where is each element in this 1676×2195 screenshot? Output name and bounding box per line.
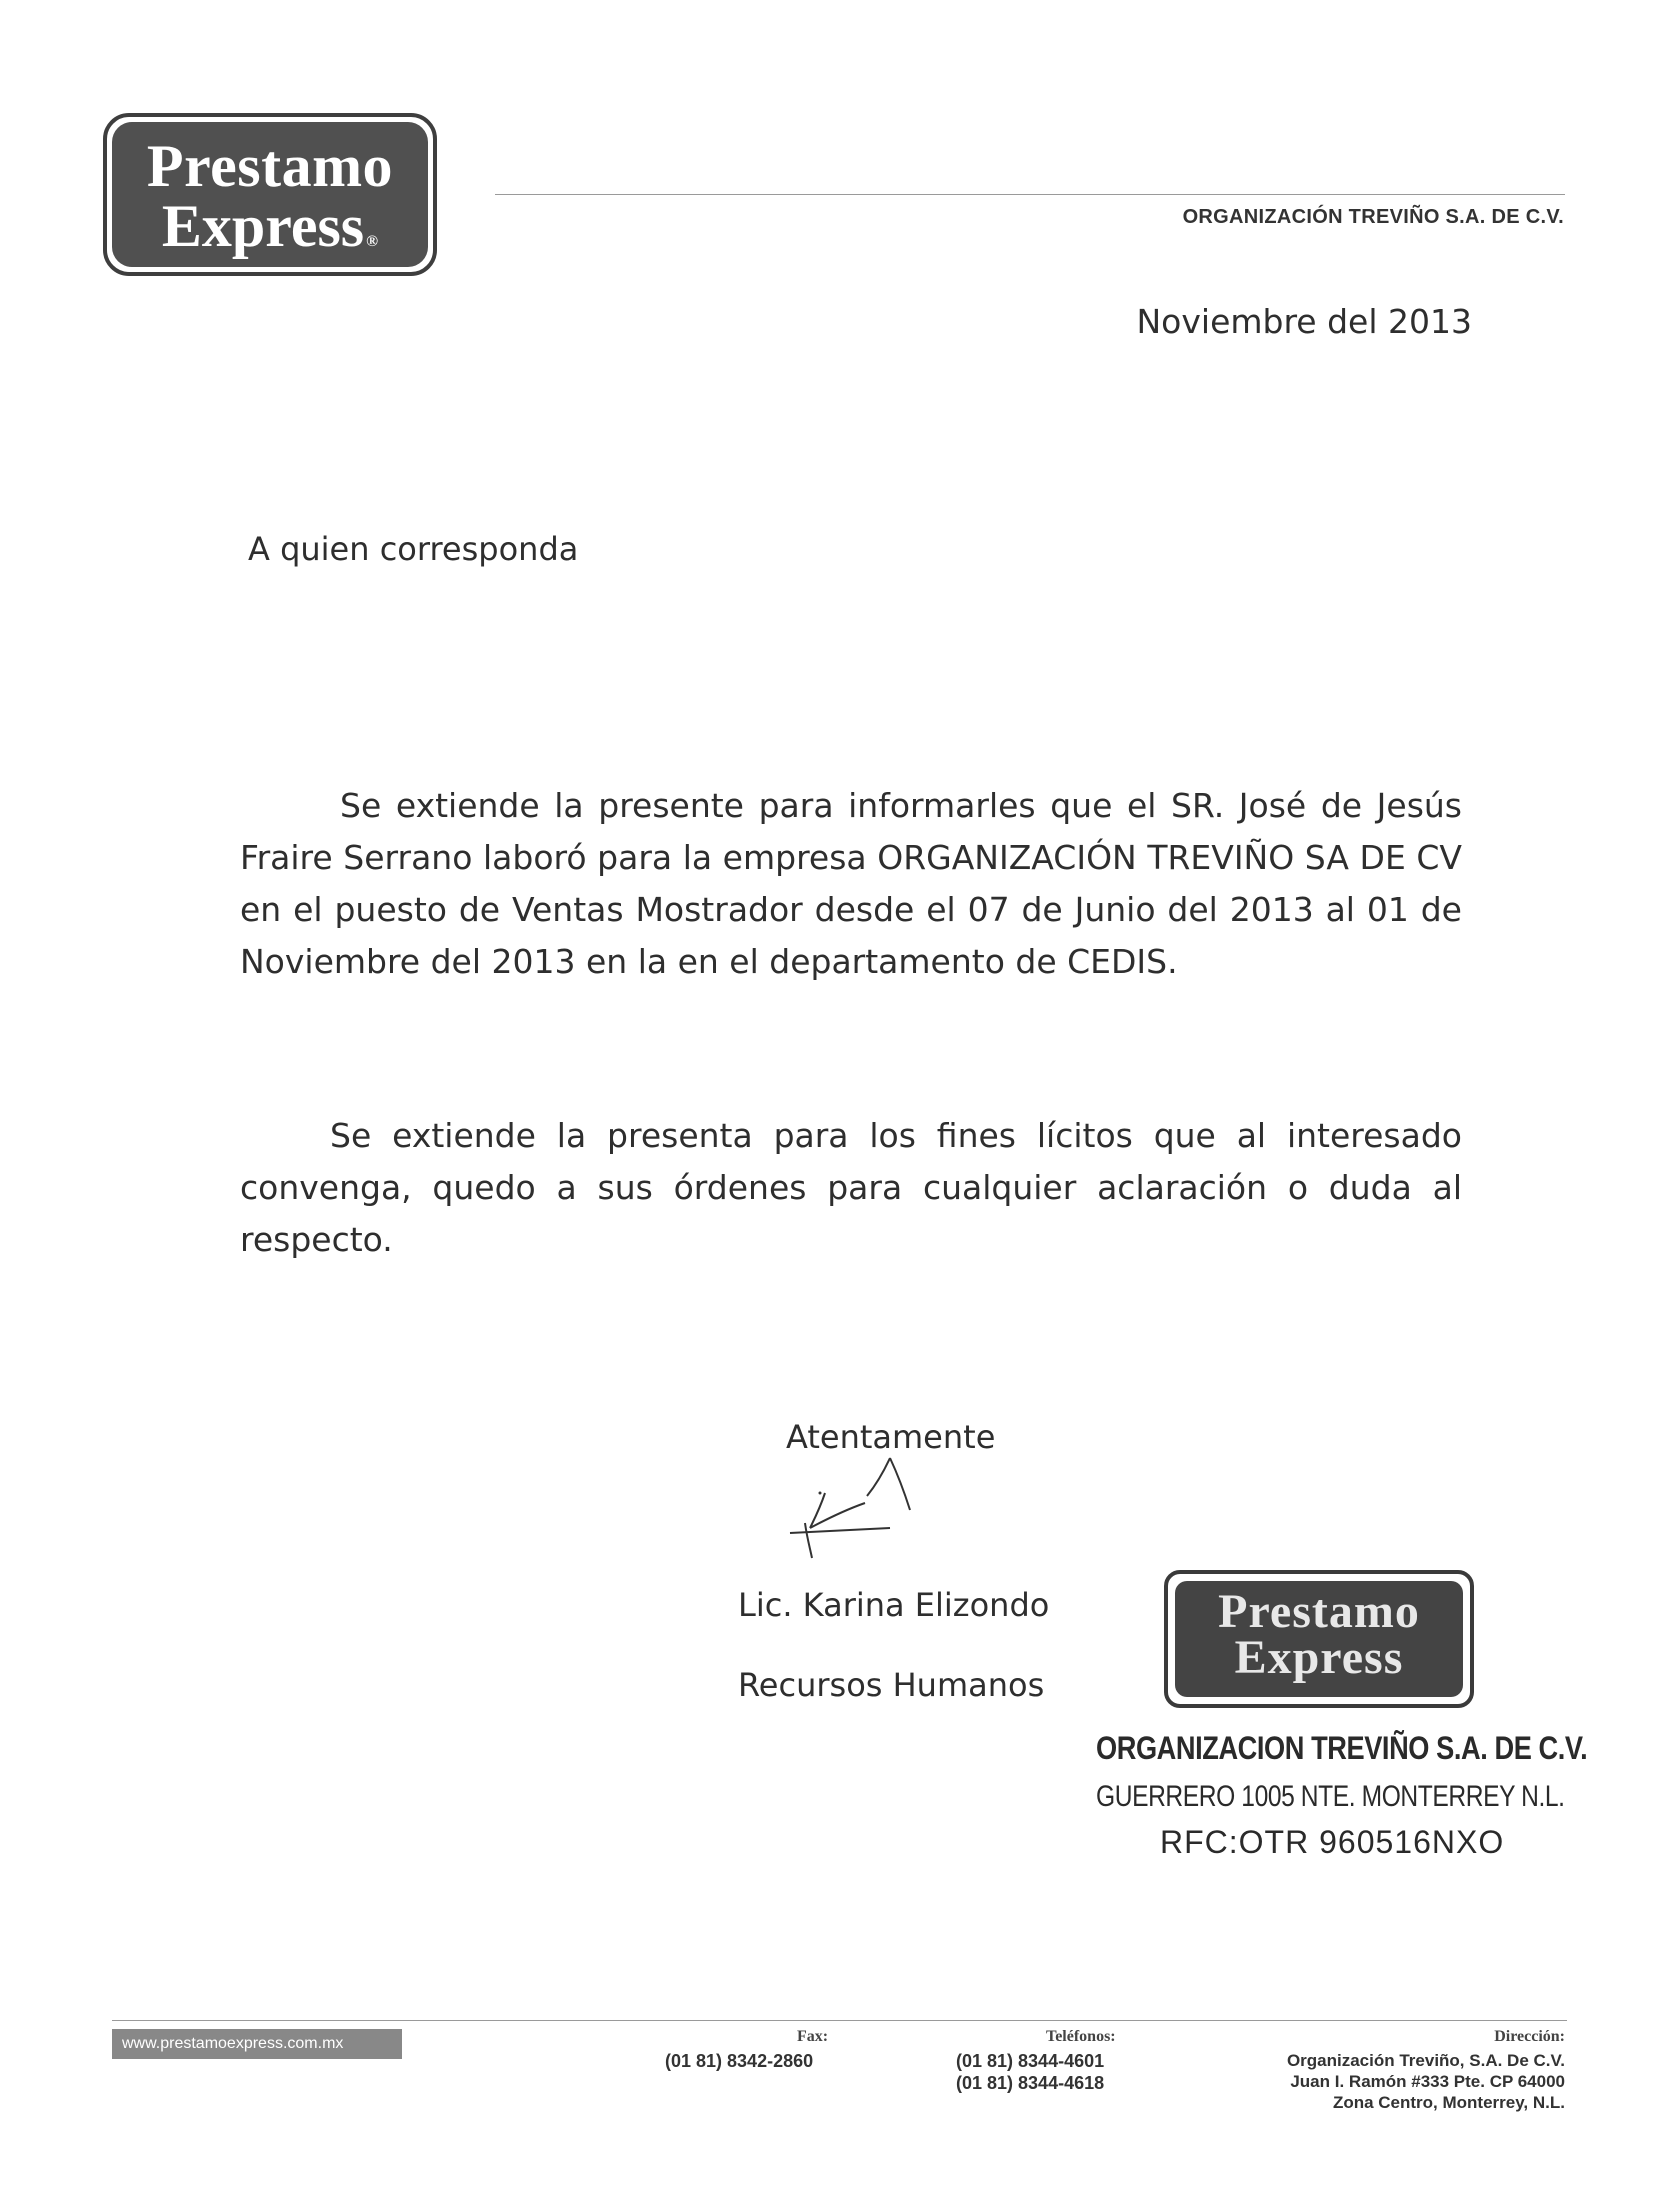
fax-number: (01 81) 8342-2860 bbox=[665, 2051, 814, 2071]
footer-website: www.prestamoexpress.com.mx bbox=[112, 2029, 402, 2059]
address-line-1: Organización Treviño, S.A. De C.V. bbox=[1286, 2051, 1565, 2070]
stamp-logo-line-1: Prestamo bbox=[1218, 1585, 1420, 1638]
footer-divider bbox=[112, 2020, 1567, 2021]
stamp-address: GUERRERO 1005 NTE. MONTERREY N.L. bbox=[1096, 1780, 1565, 1813]
logo-line-2 bbox=[112, 193, 428, 272]
fax-label: Fax: bbox=[797, 2028, 829, 2045]
signer-name: Lic. Karina Elizondo bbox=[738, 1586, 1050, 1624]
header-company-name: ORGANIZACIÓN TREVIÑO S.A. DE C.V. bbox=[1182, 206, 1564, 228]
letter-greeting: A quien corresponda bbox=[248, 530, 579, 568]
letter-date: Noviembre del 2013 bbox=[1136, 302, 1472, 341]
address-line-2: Juan I. Ramón #333 Pte. CP 64000 bbox=[1290, 2072, 1565, 2091]
address-label: Dirección: bbox=[1494, 2028, 1565, 2045]
company-stamp-logo bbox=[1164, 1570, 1474, 1708]
prestamo-express-logo bbox=[103, 113, 437, 276]
address-line-3: Zona Centro, Monterrey, N.L. bbox=[1332, 2093, 1565, 2112]
letter-paragraph-1: Se extiende la presente para informarles que el SR. José de Jesús Fraire Serrano laboró para la empresa ORGANIZACIÓN TREVIÑO SA DE CV en el puesto de Ventas Mostrador desde el 07 de Junio del 2013 al 01 de Noviembre del 2013 en la en el departamento de CEDIS. bbox=[240, 786, 1462, 981]
handwritten-signature bbox=[785, 1448, 945, 1568]
header-divider bbox=[495, 194, 1565, 195]
phone-label: Teléfonos: bbox=[1046, 2028, 1116, 2045]
letter-closing: Atentamente bbox=[786, 1418, 996, 1456]
letter-paragraph-2: Se extiende la presenta para los fines lícitos que al interesado convenga, quedo a sus órdenes para cualquier aclaración o duda al respecto. bbox=[240, 1116, 1462, 1259]
signer-department: Recursos Humanos bbox=[738, 1666, 1045, 1704]
stamp-rfc: RFC:OTR 960516NXO bbox=[1160, 1824, 1505, 1860]
phone-number-1: (01 81) 8344-4601 bbox=[956, 2051, 1105, 2071]
stamp-badge bbox=[1175, 1581, 1463, 1697]
logo-line-2-text: Express bbox=[161, 193, 365, 259]
stamp-organization: ORGANIZACION TREVIÑO S.A. DE C.V. bbox=[1096, 1730, 1588, 1766]
registered-mark: ® bbox=[366, 233, 379, 250]
stamp-logo-line-2: Express bbox=[1234, 1631, 1404, 1684]
phone-number-2: (01 81) 8344-4618 bbox=[956, 2073, 1105, 2093]
logo-line-1: Prestamo bbox=[146, 133, 394, 199]
logo-badge bbox=[112, 122, 428, 267]
